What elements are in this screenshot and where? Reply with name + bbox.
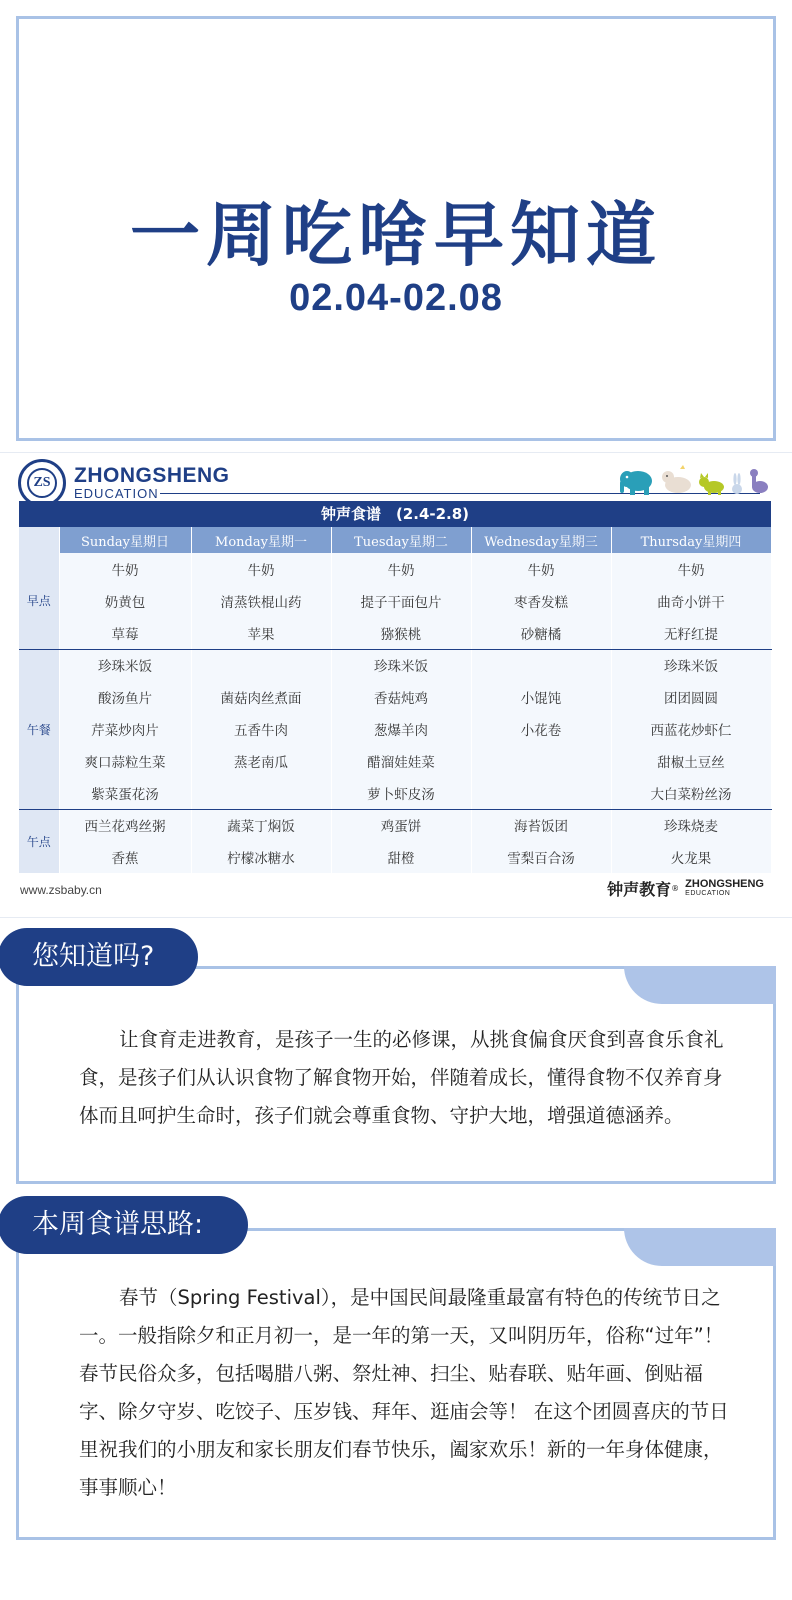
rabbit-icon xyxy=(730,473,744,495)
day-header: Monday星期一 xyxy=(191,527,331,553)
table-row xyxy=(19,841,771,873)
day-header: Sunday星期日 xyxy=(59,527,191,553)
menu-cell: 珍珠米饭 xyxy=(331,649,471,681)
menu-cell: 枣香发糕 xyxy=(471,585,611,617)
table-row xyxy=(19,745,771,777)
menu-cell: 海苔饭团 xyxy=(471,809,611,841)
menu-cell: 无籽红提 xyxy=(611,617,771,649)
table-row xyxy=(19,777,771,809)
menu-cell: 香菇炖鸡 xyxy=(331,681,471,713)
menu-cell: 奶黄包 xyxy=(59,585,191,617)
menu-title: 钟声食谱 (2.4-2.8) xyxy=(19,501,771,527)
menu-idea-text: 春节（Spring Festival），是中国民间最隆重最富有特色的传统节日之一。一般指除夕和正月初一，是一年的第一天，又叫阴历年，俗称“过年”！ 春节民俗众多，包括喝腊八粥、祭灶神、扫尘、贴春联、贴年画、倒贴福字、除夕守岁、吃饺子、压岁钱、拜年、逛庙会等！ 在这个团圆喜庆的节日里祝我们的小朋友和家长朋友们春节快乐，阖家欢乐！新的一年身体健康，事事顺心！ xyxy=(79,1286,729,1499)
menu-cell: 牛奶 xyxy=(59,553,191,585)
menu-cell: 醋溜娃娃菜 xyxy=(331,745,471,777)
menu-cell: 甜橙 xyxy=(331,841,471,873)
menu-cell: 珍珠烧麦 xyxy=(611,809,771,841)
table-row xyxy=(19,553,771,585)
menu-idea-box xyxy=(16,1228,776,1540)
table-row xyxy=(19,585,771,617)
menu-cell: 雪梨百合汤 xyxy=(471,841,611,873)
menu-cell xyxy=(191,649,331,681)
menu-cell: 小花卷 xyxy=(471,713,611,745)
date-range: 02.04-02.08 xyxy=(289,277,503,319)
menu-cell: 曲奇小饼干 xyxy=(611,585,771,617)
brand-name: ZHONGSHENG xyxy=(74,464,230,487)
menu-cell: 牛奶 xyxy=(331,553,471,585)
menu-cell: 苹果 xyxy=(191,617,331,649)
menu-cell: 牛奶 xyxy=(471,553,611,585)
did-you-know-box xyxy=(16,966,776,1184)
footer-brand-en: ZHONGSHENG xyxy=(685,878,764,890)
footer-brand-cn: 钟声教育 xyxy=(607,880,672,899)
hero-banner xyxy=(16,16,776,441)
corner-decoration xyxy=(624,1228,776,1266)
menu-cell: 葱爆羊肉 xyxy=(331,713,471,745)
did-you-know-heading: 您知道吗? xyxy=(0,928,198,986)
menu-cell: 珍珠米饭 xyxy=(59,649,191,681)
menu-cell: 酸汤鱼片 xyxy=(59,681,191,713)
menu-cell: 猕猴桃 xyxy=(331,617,471,649)
menu-cell: 蒸老南瓜 xyxy=(191,745,331,777)
brand-subtitle: EDUCATION xyxy=(74,486,159,501)
table-row xyxy=(19,681,771,713)
table-header-row xyxy=(19,527,771,553)
menu-cell: 牛奶 xyxy=(611,553,771,585)
bird-icon xyxy=(660,465,694,495)
menu-cell: 提子干面包片 xyxy=(331,585,471,617)
corner-decoration xyxy=(624,966,776,1004)
table-corner xyxy=(19,527,59,553)
menu-cell xyxy=(191,777,331,809)
elephant-icon xyxy=(618,469,656,495)
table-row xyxy=(19,617,771,649)
menu-cell: 芹菜炒肉片 xyxy=(59,713,191,745)
meal-label: 早点 xyxy=(19,553,59,649)
day-header: Wednesday星期三 xyxy=(471,527,611,553)
meal-label: 午点 xyxy=(19,809,59,873)
menu-cell: 砂糖橘 xyxy=(471,617,611,649)
menu-table xyxy=(19,501,771,873)
table-row xyxy=(19,649,771,681)
website-url: www.zsbaby.cn xyxy=(20,883,102,897)
brand-logo-icon: ZS xyxy=(18,459,66,507)
menu-cell: 珍珠米饭 xyxy=(611,649,771,681)
menu-cell: 西蓝花炒虾仁 xyxy=(611,713,771,745)
menu-cell xyxy=(471,649,611,681)
menu-cell: 甜椒土豆丝 xyxy=(611,745,771,777)
day-header: Thursday星期四 xyxy=(611,527,771,553)
giraffe-icon xyxy=(748,469,770,495)
page-title: 一周吃啥早知道 xyxy=(130,194,662,276)
menu-cell: 清蒸铁棍山药 xyxy=(191,585,331,617)
cat-icon xyxy=(698,473,726,495)
menu-grid xyxy=(19,527,772,873)
menu-idea-heading: 本周食谱思路: xyxy=(0,1196,248,1254)
menu-cell: 萝卜虾皮汤 xyxy=(331,777,471,809)
menu-cell xyxy=(471,777,611,809)
menu-cell: 团团圆圆 xyxy=(611,681,771,713)
menu-cell: 火龙果 xyxy=(611,841,771,873)
menu-cell: 牛奶 xyxy=(191,553,331,585)
animal-decoration xyxy=(618,465,770,495)
menu-cell xyxy=(471,745,611,777)
menu-section xyxy=(0,452,792,918)
menu-cell: 草莓 xyxy=(59,617,191,649)
menu-cell: 蔬菜丁焖饭 xyxy=(191,809,331,841)
meal-label: 午餐 xyxy=(19,649,59,809)
menu-cell: 西兰花鸡丝粥 xyxy=(59,809,191,841)
footer-brand xyxy=(607,877,764,900)
menu-cell: 菌菇肉丝煮面 xyxy=(191,681,331,713)
did-you-know-text: 让食育走进教育，是孩子一生的必修课，从挑食偏食厌食到喜食乐食礼食，是孩子们从认识食物了解食物开始，伴随着成长，懂得食物不仅养育身体而且呵护生命时，孩子们就会尊重食物、守护大地，增强道德涵养。 xyxy=(79,1028,724,1127)
menu-cell: 五香牛肉 xyxy=(191,713,331,745)
menu-cell: 香蕉 xyxy=(59,841,191,873)
footer-brand-en-sub: EDUCATION xyxy=(685,890,731,897)
registered-mark: ® xyxy=(671,884,680,893)
menu-cell: 大白菜粉丝汤 xyxy=(611,777,771,809)
menu-cell: 紫菜蛋花汤 xyxy=(59,777,191,809)
day-header: Tuesday星期二 xyxy=(331,527,471,553)
menu-cell: 小馄饨 xyxy=(471,681,611,713)
table-row xyxy=(19,809,771,841)
menu-cell: 爽口蒜粒生菜 xyxy=(59,745,191,777)
menu-cell: 鸡蛋饼 xyxy=(331,809,471,841)
menu-cell: 柠檬冰糖水 xyxy=(191,841,331,873)
table-row xyxy=(19,713,771,745)
